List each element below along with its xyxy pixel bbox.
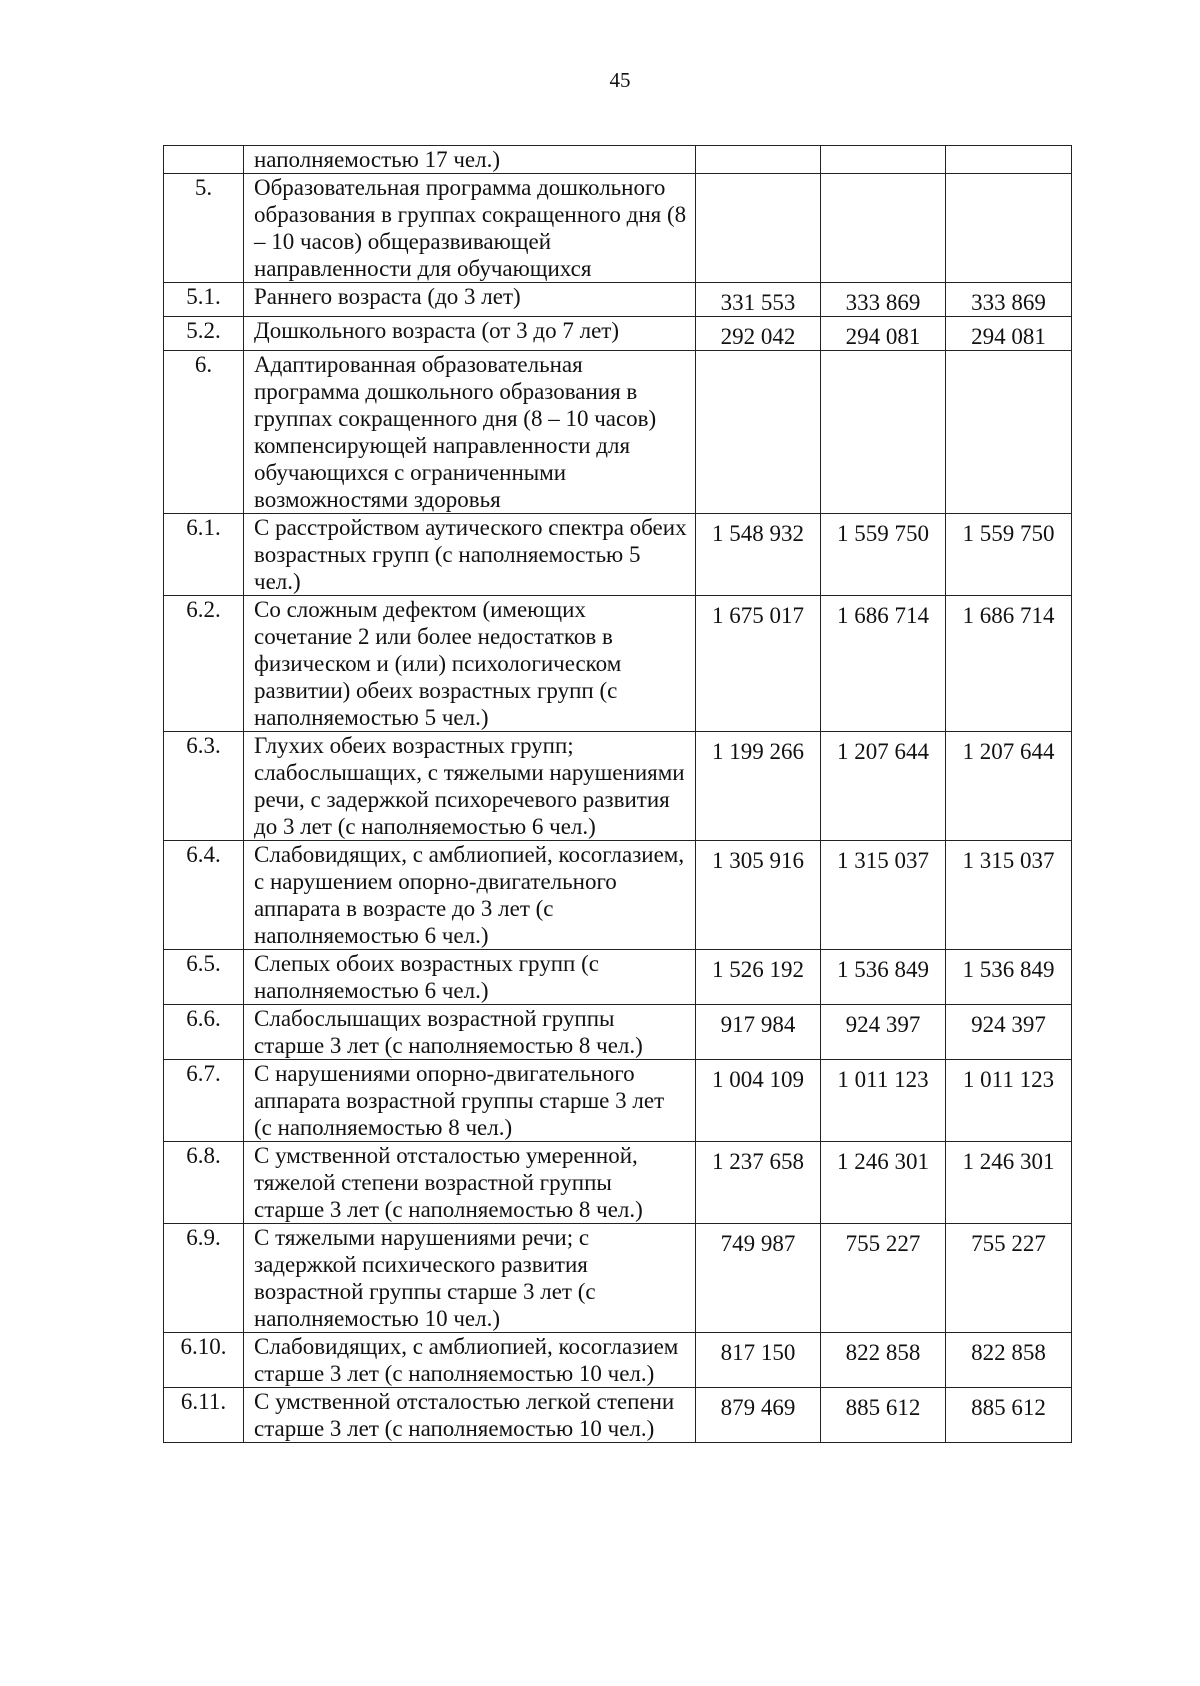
value-cell-2: 924 397 [821,1005,946,1060]
value-cell-1: 749 987 [696,1224,821,1333]
row-number: 6.11. [164,1388,244,1443]
value-cell-1 [696,146,821,174]
page-number: 45 [609,68,631,92]
row-number: 6.5. [164,950,244,1005]
row-description: С тяжелыми нарушениями речи; с задержкой психического развития возрастной группы старше 3 лет (с наполняемостью 10 чел.) [244,1224,696,1333]
row-number: 6.2. [164,596,244,732]
value-cell-2: 1 559 750 [821,514,946,596]
value-cell-1 [696,351,821,514]
value-cell-1: 1 199 266 [696,732,821,841]
value-cell-1: 1 004 109 [696,1060,821,1142]
value-cell-3: 885 612 [946,1388,1072,1443]
row-description: Слепых обоих возрастных групп (с наполняемостью 6 чел.) [244,950,696,1005]
value-cell-3: 1 559 750 [946,514,1072,596]
value-cell-2: 1 011 123 [821,1060,946,1142]
value-cell-1: 817 150 [696,1333,821,1388]
row-number [164,146,244,174]
value-cell-1: 1 237 658 [696,1142,821,1224]
value-cell-1: 1 548 932 [696,514,821,596]
table-row [164,351,1072,514]
value-cell-1: 331 553 [696,283,821,317]
row-number: 5. [164,174,244,283]
table-row [164,950,1072,1005]
value-cell-3: 1 011 123 [946,1060,1072,1142]
table-row [164,1333,1072,1388]
value-cell-1 [696,174,821,283]
value-cell-2 [821,146,946,174]
row-number: 6.6. [164,1005,244,1060]
row-description: С умственной отсталостью легкой степени старше 3 лет (с наполняемостью 10 чел.) [244,1388,696,1443]
row-number: 6.10. [164,1333,244,1388]
table-row [164,1060,1072,1142]
value-cell-2: 1 315 037 [821,841,946,950]
row-number: 6.4. [164,841,244,950]
value-cell-3: 822 858 [946,1333,1072,1388]
row-number: 5.1. [164,283,244,317]
table-row [164,283,1072,317]
value-cell-1: 879 469 [696,1388,821,1443]
value-cell-1: 292 042 [696,317,821,351]
value-cell-1: 917 984 [696,1005,821,1060]
table-row [164,732,1072,841]
value-cell-3: 294 081 [946,317,1072,351]
value-cell-2: 755 227 [821,1224,946,1333]
value-cell-1: 1 675 017 [696,596,821,732]
value-cell-3 [946,146,1072,174]
row-description: Слабослышащих возрастной группы старше 3 лет (с наполняемостью 8 чел.) [244,1005,696,1060]
row-description: С умственной отсталостью умеренной, тяжелой степени возрастной группы старше 3 лет (с наполняемостью 8 чел.) [244,1142,696,1224]
table-row [164,317,1072,351]
row-number: 5.2. [164,317,244,351]
row-number: 6.9. [164,1224,244,1333]
row-description: Дошкольного возраста (от 3 до 7 лет) [244,317,696,351]
row-description: Со сложным дефектом (имеющих сочетание 2 или более недостатков в физическом и (или) психологическом развитии) обеих возрастных групп (с наполняемостью 5 чел.) [244,596,696,732]
value-cell-2: 1 207 644 [821,732,946,841]
table-row [164,596,1072,732]
value-cell-3: 1 315 037 [946,841,1072,950]
table-body [164,146,1072,1443]
value-cell-3: 1 207 644 [946,732,1072,841]
tariff-table [163,145,1072,1443]
row-number: 6.7. [164,1060,244,1142]
row-description: С расстройством аутического спектра обеих возрастных групп (с наполняемостью 5 чел.) [244,514,696,596]
table-row [164,1142,1072,1224]
row-description: Раннего возраста (до 3 лет) [244,283,696,317]
table-row [164,841,1072,950]
row-description: Глухих обеих возрастных групп; слабослышащих, с тяжелыми нарушениями речи, с задержкой психоречевого развития до 3 лет (с наполняемостью 6 чел.) [244,732,696,841]
value-cell-3: 333 869 [946,283,1072,317]
value-cell-2: 822 858 [821,1333,946,1388]
value-cell-1: 1 526 192 [696,950,821,1005]
table-row [164,174,1072,283]
value-cell-3: 1 536 849 [946,950,1072,1005]
value-cell-3 [946,174,1072,283]
table-row [164,1388,1072,1443]
value-cell-3 [946,351,1072,514]
value-cell-3: 1 686 714 [946,596,1072,732]
row-description: Образовательная программа дошкольного образования в группах сокращенного дня (8 – 10 часов) общеразвивающей направленности для обучающихся [244,174,696,283]
value-cell-2 [821,351,946,514]
row-number: 6.8. [164,1142,244,1224]
value-cell-2 [821,174,946,283]
row-number: 6. [164,351,244,514]
value-cell-3: 755 227 [946,1224,1072,1333]
row-description: Адаптированная образовательная программа дошкольного образования в группах сокращенного дня (8 – 10 часов) компенсирующей направленности для обучающихся с ограниченными возможностями здоровья [244,351,696,514]
value-cell-2: 885 612 [821,1388,946,1443]
value-cell-2: 1 246 301 [821,1142,946,1224]
table-row [164,146,1072,174]
value-cell-2: 1 686 714 [821,596,946,732]
row-number: 6.1. [164,514,244,596]
value-cell-3: 1 246 301 [946,1142,1072,1224]
value-cell-2: 294 081 [821,317,946,351]
value-cell-2: 1 536 849 [821,950,946,1005]
row-description: наполняемостью 17 чел.) [244,146,696,174]
table-row [164,514,1072,596]
table-row [164,1005,1072,1060]
row-description: Слабовидящих, с амблиопией, косоглазием старше 3 лет (с наполняемостью 10 чел.) [244,1333,696,1388]
row-number: 6.3. [164,732,244,841]
value-cell-1: 1 305 916 [696,841,821,950]
value-cell-2: 333 869 [821,283,946,317]
table-row [164,1224,1072,1333]
row-description: С нарушениями опорно-двигательного аппарата возрастной группы старше 3 лет (с наполняемостью 8 чел.) [244,1060,696,1142]
row-description: Слабовидящих, с амблиопией, косоглазием, с нарушением опорно-двигательного аппарата в возрасте до 3 лет (с наполняемостью 6 чел.) [244,841,696,950]
value-cell-3: 924 397 [946,1005,1072,1060]
